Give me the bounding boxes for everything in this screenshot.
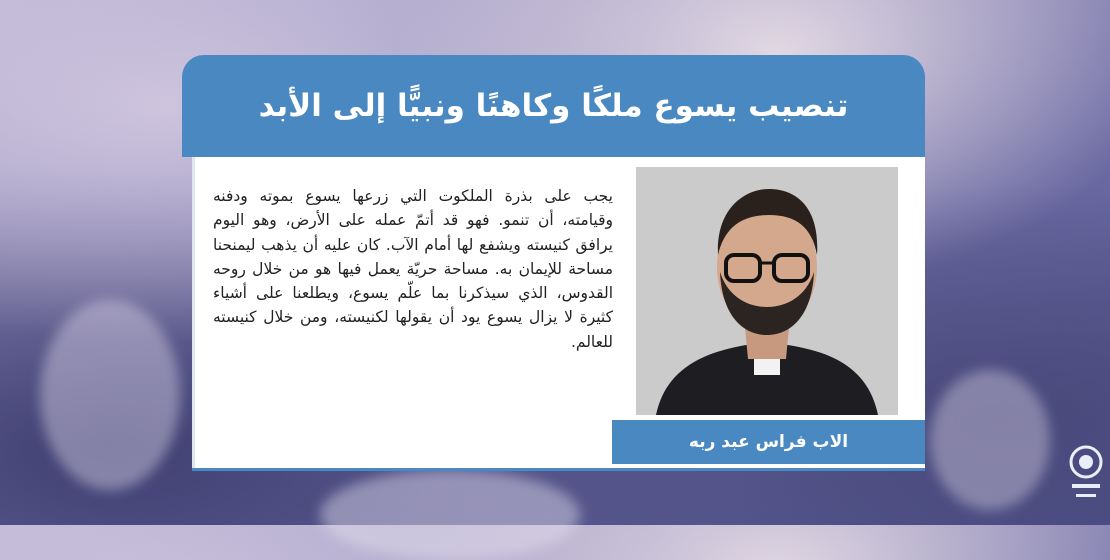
page-title: تنصيب يسوع ملكًا وكاهنًا ونبيًّا إلى الأبد xyxy=(258,88,849,124)
background-figure xyxy=(320,470,580,560)
background-figure xyxy=(40,300,180,490)
card-bottom-border xyxy=(192,468,925,471)
author-name-bar xyxy=(612,420,925,464)
author-name: الاب فراس عبد ربه xyxy=(688,432,849,452)
background-figure xyxy=(930,370,1050,510)
title-banner xyxy=(182,55,925,157)
card-border xyxy=(192,157,195,471)
author-photo xyxy=(636,167,898,415)
author-portrait-icon xyxy=(636,167,898,415)
site-logo-icon xyxy=(1066,440,1106,512)
article-body: يجب على بذرة الملكوت التي زرعها يسوع بموته ودفنه وقيامته، أن تنمو. فهو قد أتمّ عمله على الأرض، وهو اليوم يرافق كنيسته ويشفع لها أمام الآب. كان عليه أن يذهب ليمنحنا مساحة للإيمان به. مساحة حريّة يعمل فيها هو من خلال روحه القدوس، الذي سيذكرنا بما علّم يسوع، ويطلعنا على أشياء كثيرة لا يزال يسوع يود أن يقولها لكنيسته، ومن خلال كنيسته للعالم. xyxy=(213,187,613,351)
